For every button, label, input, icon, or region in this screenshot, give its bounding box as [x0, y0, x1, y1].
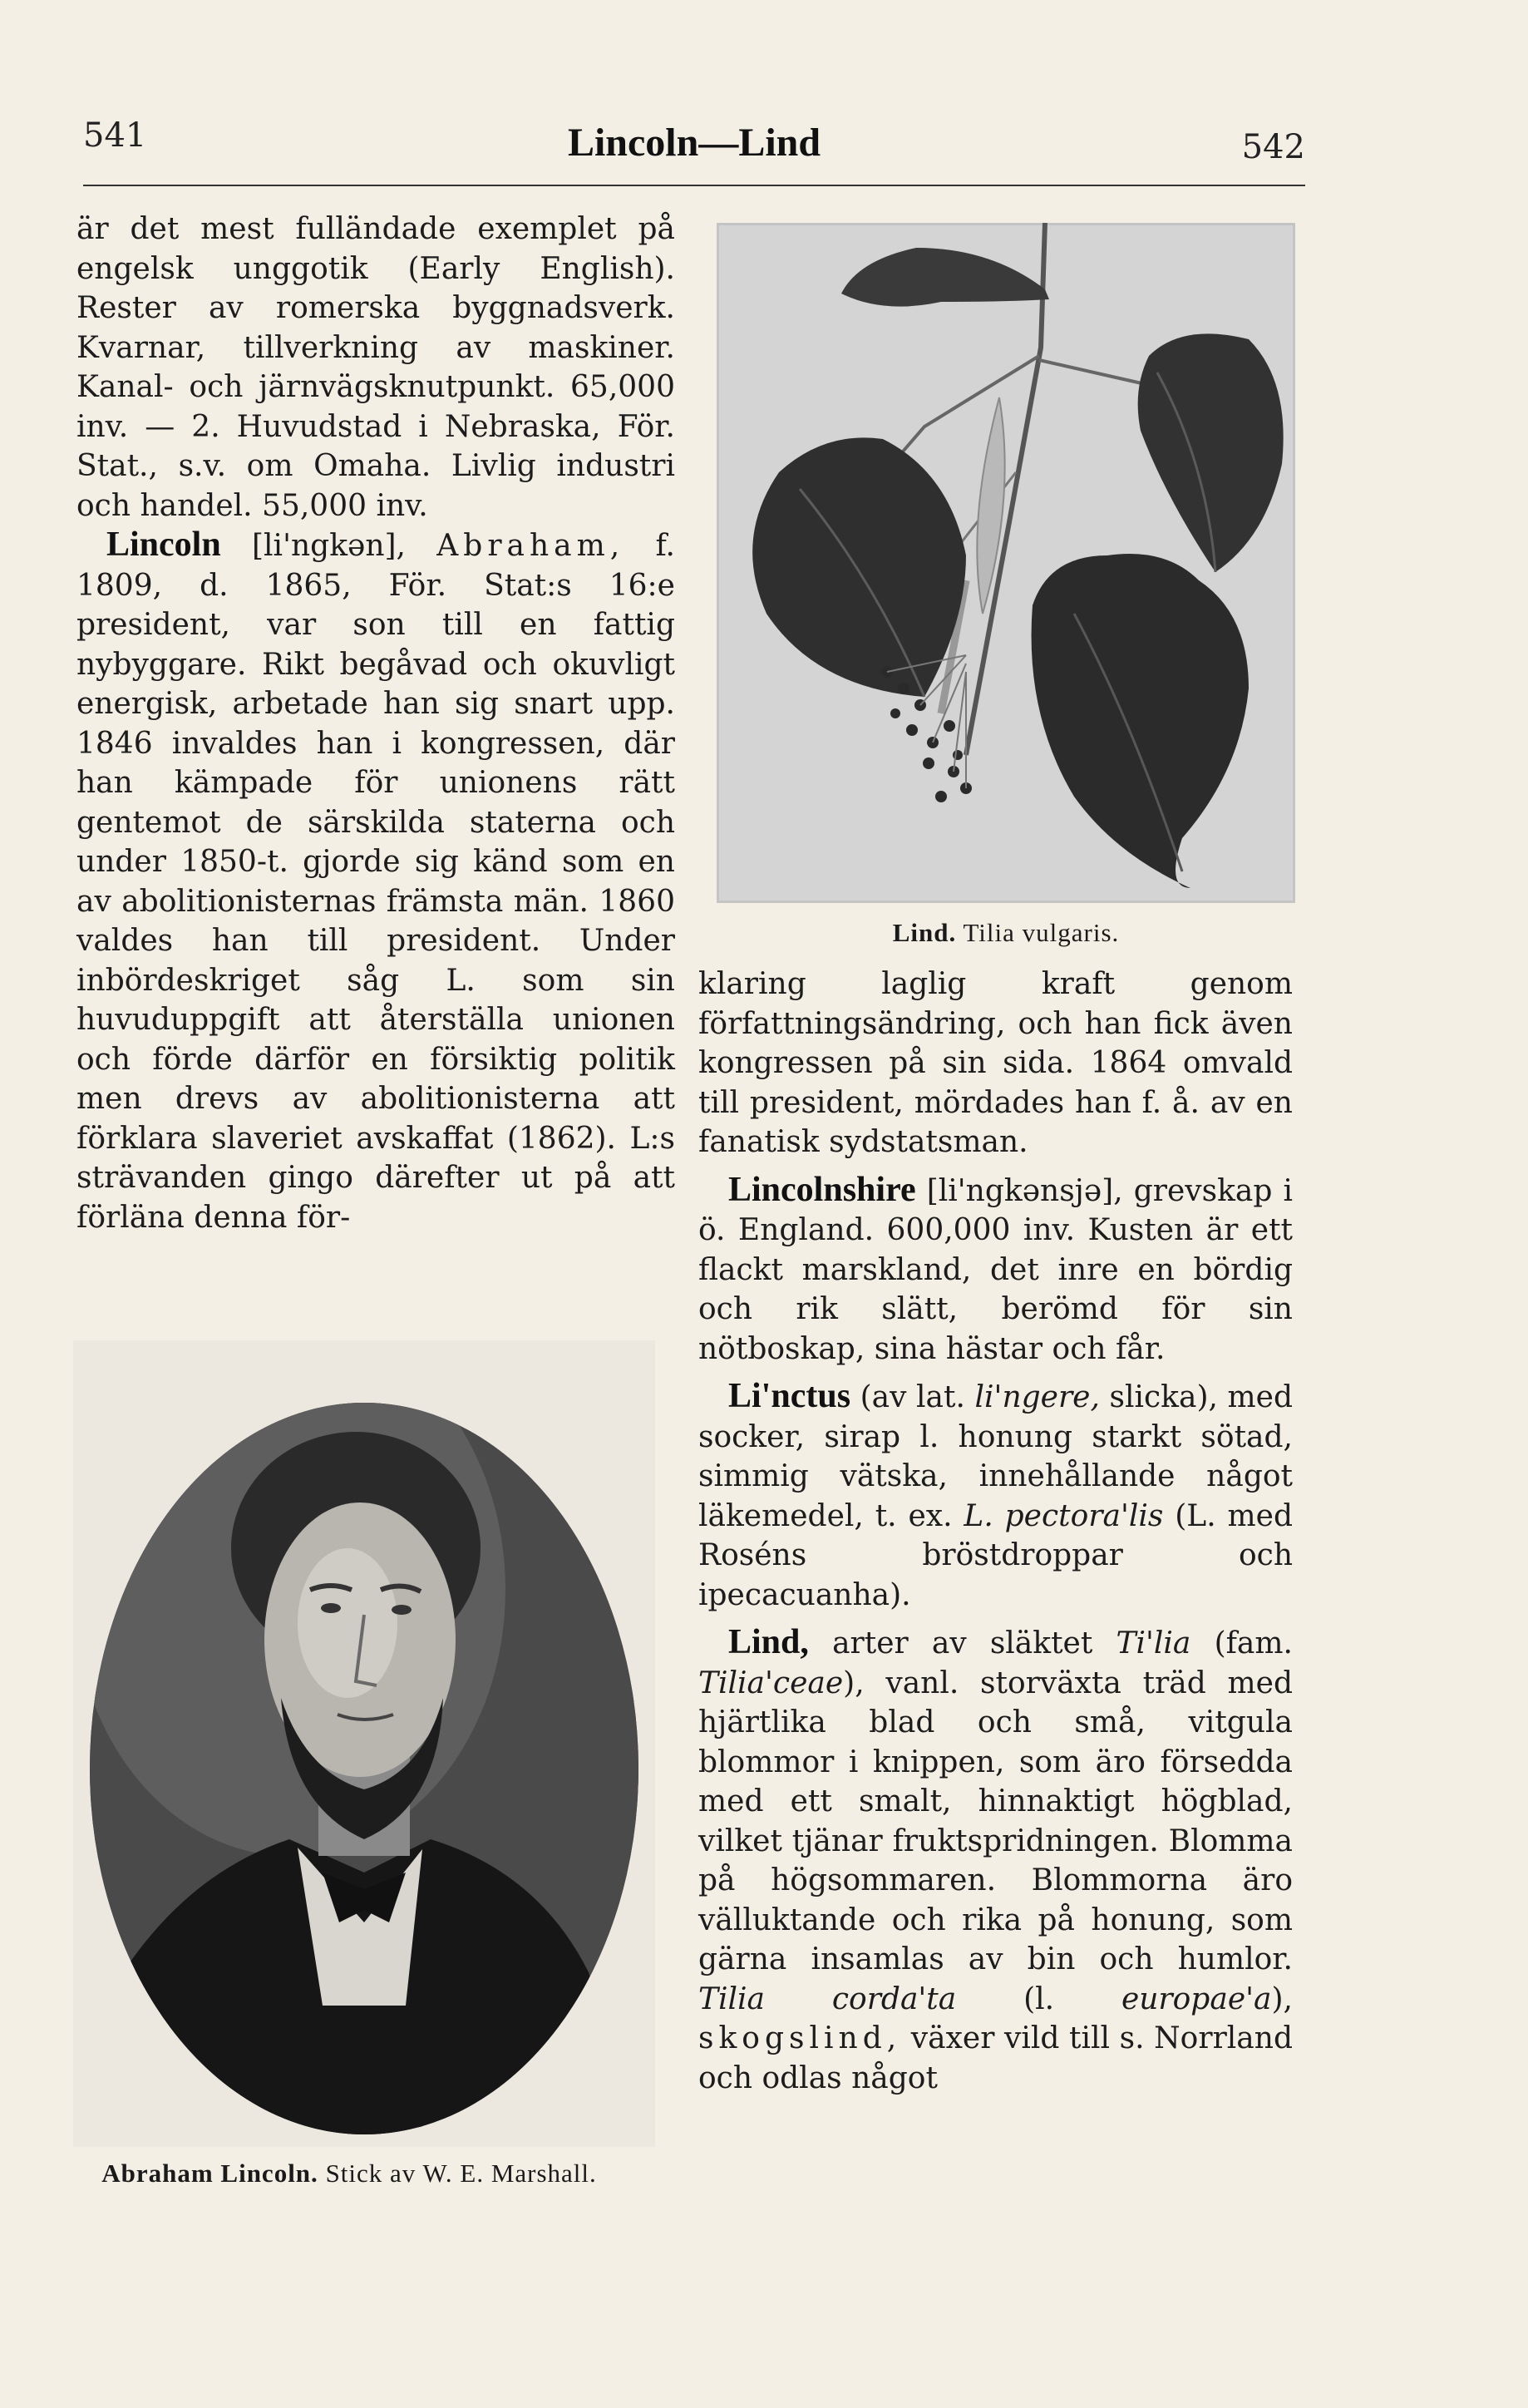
entry-term-lind: Lind, [728, 1623, 809, 1661]
lincolnshire-body: [li'ngkənsjə], grevskap i ö. England. 600,000 inv. Kusten är ett flackt marskland, det inre en bördig och rik slätt, berömd för sin nötboskap, sina hästar och får. [698, 1173, 1294, 1366]
entry-term-lincolnshire: Lincolnshire [728, 1170, 916, 1209]
right-column [698, 965, 1293, 2098]
page-number-left: 541 [83, 116, 147, 155]
lincoln-body: f. 1809, d. 1865, För. Stat:s 16:e president, var son till en fattig nybyggare. Rikt begåvad och okuvligt energisk, arbetade han sig snart upp. 1846 invaldes han i kongressen, där han kämpade för unionens rätt gentemot de särskilda staterna och under 1850-t. gjorde sig känd som en av abolitionisternas främsta män. 1860 valdes han till president. Under inbördeskriget såg L. som sin huvuduppgift att återställa unionen och förde därför en försiktig politik men drevs av abolitionisterna att förklara slaveriet avskaffat (1862). L:s strävanden gingo därefter ut på att förläna denna för- [76, 529, 675, 1235]
lincoln-caption-bold: Abraham Lincoln. [101, 2159, 318, 2188]
entry-lincolnshire [698, 1171, 1293, 1369]
lincoln-caption-credit: Stick av W. E. Marshall. [325, 2159, 597, 2188]
linctus-example: L. pectora'lis [964, 1498, 1164, 1533]
lind-text-d: (l. [1023, 1981, 1055, 2016]
entry-term-lincoln: Lincoln [106, 526, 221, 564]
entry-lind [698, 1623, 1293, 2098]
lind-caption-bold: Lind. [892, 918, 957, 947]
lind-illustration [717, 223, 1295, 903]
lind-text-f: växer vild till s. Norrland och odlas något [698, 2021, 1293, 2095]
linctus-text-c: (L. med Roséns bröstdroppar och ipecacuanha). [698, 1498, 1293, 1612]
lincoln-first-name: Abraham, [436, 529, 625, 563]
header-rule [83, 185, 1305, 186]
lind-caption [717, 918, 1295, 948]
lind-text-e: ), [1271, 1981, 1293, 2016]
lind-family: Tilia'ceae [698, 1665, 844, 1700]
running-title: Lincoln—Lind [567, 121, 821, 165]
linctus-text-b: slicka), med socker, sirap l. honung starkt sötad, simmig vätska, innehållande något läkemedel, t. ex. [698, 1380, 1293, 1533]
lind-text-c: ), vanl. storväxta träd med hjärtlika blad och små, vitgula blommor i knippen, som äro försedda med ett smalt, hinnaktigt högblad, vilket tjänar fruktspridningen. Blomma på högsommaren. Blommorna äro välluktande och rika på honung, som gärna insamlas av bin och humlor. [698, 1665, 1293, 1976]
lind-species-cordata: Tilia corda'ta [698, 1981, 957, 2016]
lincoln-continuation: klaring laglig kraft genom författningsändring, och han fick även kongressen på sin sida. 1864 omvald till president, mördades han f. å. av en fanatisk sydstatsman. [698, 967, 1293, 1159]
lind-genus: Ti'lia [1116, 1626, 1191, 1660]
page-number-right: 542 [1241, 128, 1305, 166]
lincoln-city-text: är det mest fulländade exemplet på engelsk unggotik (Early English). Rester av romerska byggnadsverk. Kvarnar, tillverkning av maskiner. Kanal- och järnvägsknutpunkt. 65,000 inv. — 2. Huvudstad i Nebraska, För. Stat., s.v. om Omaha. Livlig industri och handel. 55,000 inv. [76, 212, 675, 523]
lind-caption-species: Tilia vulgaris. [963, 918, 1120, 947]
left-column [76, 210, 675, 1237]
lind-text-b: (fam. [1214, 1626, 1293, 1660]
entry-lincoln [76, 526, 675, 1237]
lincoln-caption [58, 2158, 640, 2189]
lincoln-portrait [73, 1340, 655, 2147]
lind-skogslind: skogslind, [698, 2021, 902, 2055]
lind-branch-drawing [717, 223, 1295, 903]
entry-term-linctus: Li'nctus [728, 1377, 851, 1415]
lind-species-europaea: europae'a [1121, 1981, 1272, 2016]
lincoln-pronunciation: [li'ngkən], [252, 529, 406, 563]
lincoln-engraving [73, 1340, 655, 2147]
linctus-text-a: (av lat. [860, 1380, 965, 1414]
lind-text-a: arter av släktet [832, 1626, 1093, 1660]
entry-linctus [698, 1377, 1293, 1615]
linctus-latin: li'ngere, [974, 1380, 1100, 1414]
page-header [83, 116, 1305, 183]
